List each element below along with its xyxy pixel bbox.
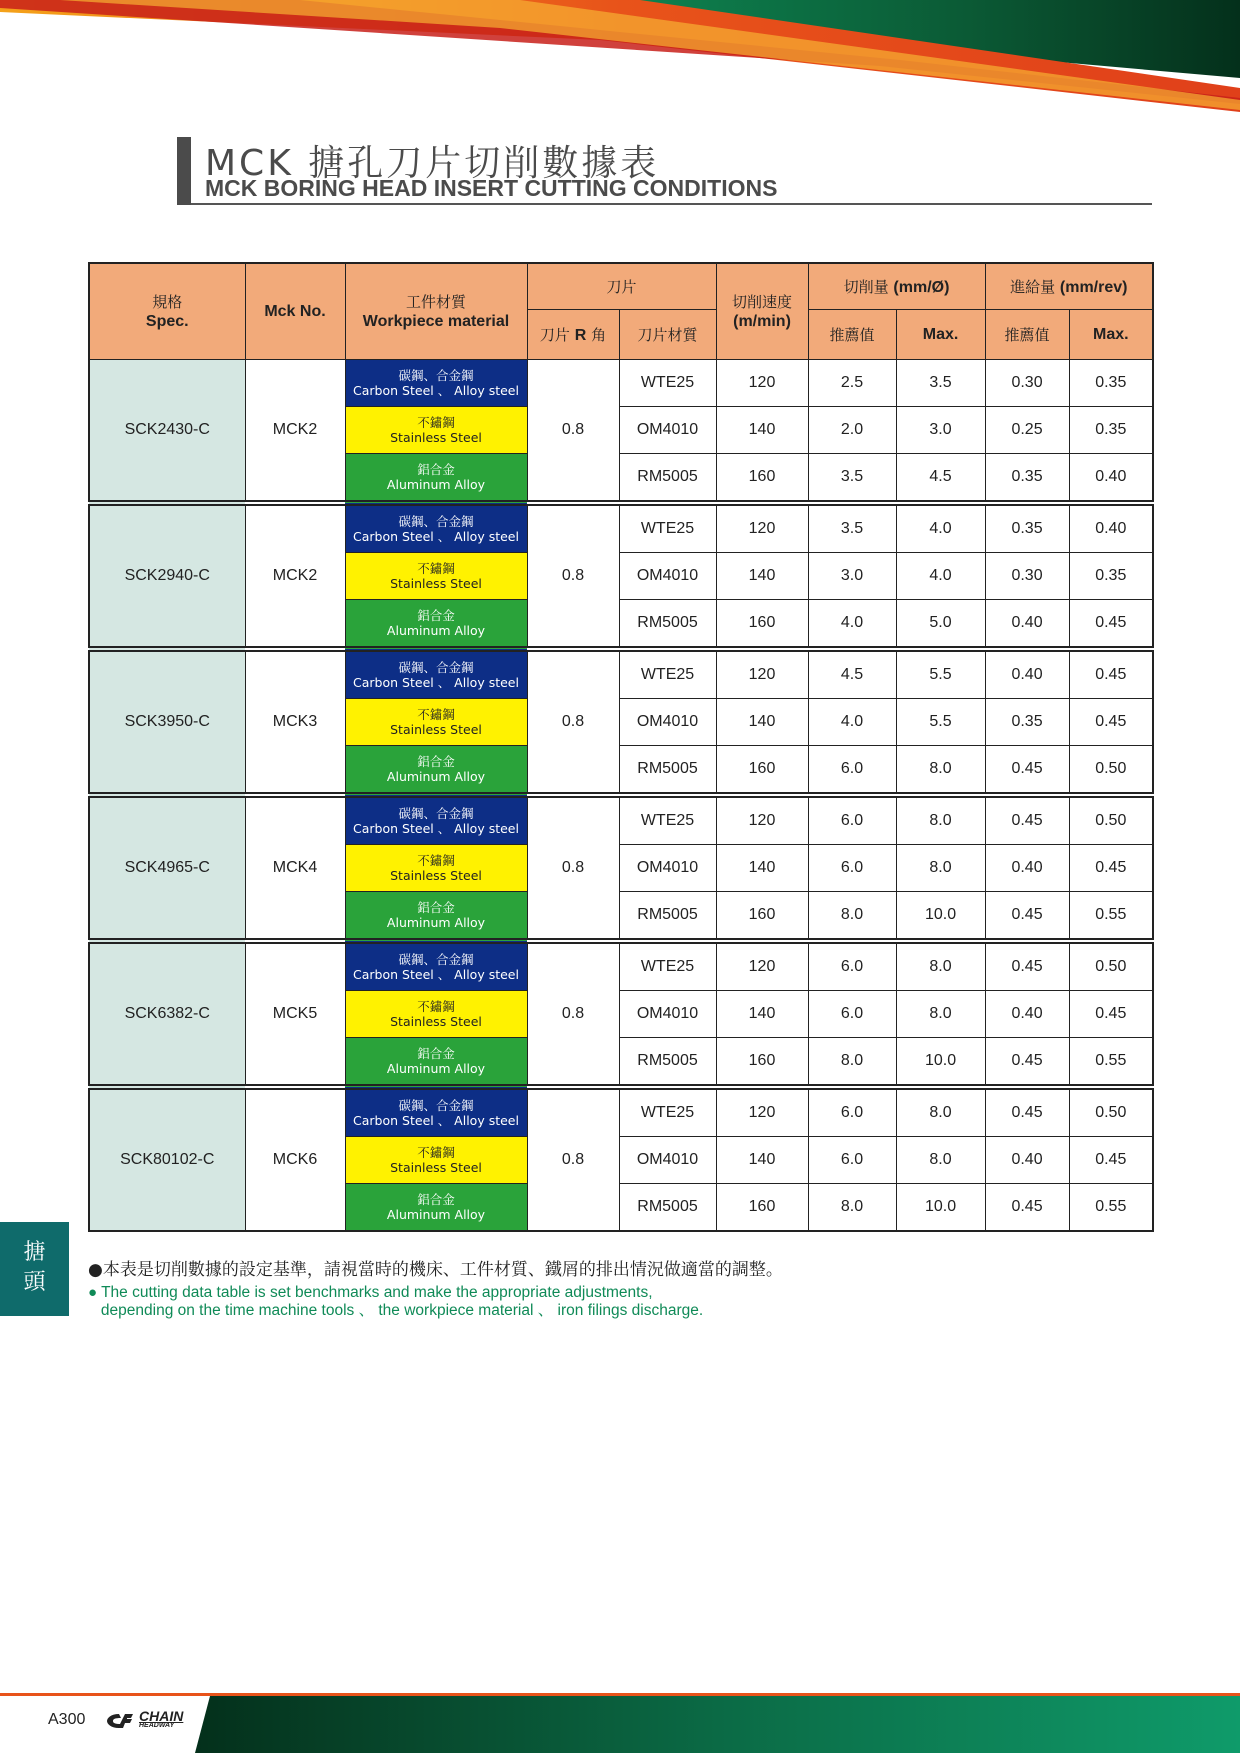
- feed-recommended-cell: 0.45: [985, 891, 1069, 941]
- header-feed: [985, 263, 1153, 309]
- header-feed-zh: 進給量: [1010, 277, 1056, 296]
- cutting-speed-cell: 160: [716, 1037, 808, 1087]
- table-header: [89, 263, 1153, 359]
- header-insert-grade-label: 刀片材質: [637, 325, 698, 344]
- material-cell: [345, 1183, 527, 1231]
- header-insert-zh: 刀片: [606, 277, 637, 296]
- feed-max-cell: 0.55: [1069, 891, 1153, 941]
- feed-max-cell: 0.45: [1069, 599, 1153, 649]
- feed-max-cell: 0.50: [1069, 1087, 1153, 1137]
- logo-text: [139, 1708, 184, 1731]
- header-feed-max-label: Max.: [1092, 325, 1129, 343]
- feed-max-cell: 0.35: [1069, 359, 1153, 406]
- depth-max-cell: 4.5: [896, 453, 985, 503]
- insert-grade-cell: OM4010: [619, 844, 716, 891]
- header-mck-no: [245, 263, 345, 359]
- r-angle-cell: 0.8: [527, 1087, 619, 1231]
- side-section-tab[interactable]: [0, 1222, 69, 1316]
- spec-group: [89, 795, 1153, 941]
- page-number: A300: [48, 1711, 86, 1728]
- material-cell: [345, 795, 527, 845]
- depth-recommended-cell: 2.5: [808, 359, 896, 406]
- material-cell: [345, 891, 527, 941]
- cutting-speed-cell: 120: [716, 1087, 808, 1137]
- material-zh: 鋁合金: [417, 899, 455, 915]
- table-row: [89, 503, 1153, 553]
- spec-cell: SCK4965-C: [89, 795, 245, 941]
- insert-grade-cell: OM4010: [619, 698, 716, 745]
- header-feed-recommended-label: 推薦值: [1004, 325, 1050, 344]
- material-en: Carbon Steel 、 Alloy steel: [353, 382, 519, 398]
- depth-max-cell: 8.0: [896, 990, 985, 1037]
- material-cell: [345, 453, 527, 503]
- table-row: [89, 1087, 1153, 1137]
- spec-group: [89, 359, 1153, 503]
- note-en-bullet: ●: [88, 1284, 98, 1301]
- header-depth: [808, 263, 985, 309]
- depth-recommended-cell: 3.0: [808, 552, 896, 599]
- material-en: Stainless Steel: [390, 1013, 482, 1029]
- depth-recommended-cell: 8.0: [808, 1183, 896, 1231]
- mck-no-cell: MCK3: [245, 649, 345, 795]
- material-cell: [345, 698, 527, 745]
- depth-max-cell: 8.0: [896, 844, 985, 891]
- depth-recommended-cell: 4.5: [808, 649, 896, 699]
- header-r-angle-post: 角: [591, 325, 607, 344]
- material-cell: [345, 359, 527, 406]
- logo-text-headway: HEADWAY: [139, 1722, 175, 1729]
- feed-max-cell: 0.55: [1069, 1183, 1153, 1231]
- cutting-speed-cell: 160: [716, 745, 808, 795]
- cutting-speed-cell: 160: [716, 599, 808, 649]
- cutting-speed-cell: 140: [716, 406, 808, 453]
- depth-max-cell: 8.0: [896, 1087, 985, 1137]
- feed-recommended-cell: 0.30: [985, 359, 1069, 406]
- feed-recommended-cell: 0.25: [985, 406, 1069, 453]
- feed-max-cell: 0.35: [1069, 552, 1153, 599]
- feed-recommended-cell: 0.30: [985, 552, 1069, 599]
- header-r-angle: [527, 309, 619, 359]
- depth-max-cell: 10.0: [896, 891, 985, 941]
- cutting-conditions-table-wrap: [88, 262, 1154, 1232]
- material-zh: 碳鋼、合金鋼: [398, 951, 474, 967]
- logo-text-chain: CHAIN: [139, 1708, 184, 1724]
- material-en: Aluminum Alloy: [386, 768, 486, 784]
- feed-recommended-cell: 0.45: [985, 1037, 1069, 1087]
- feed-recommended-cell: 0.45: [985, 795, 1069, 845]
- material-zh: 不鏽鋼: [417, 998, 455, 1014]
- header-feed-max: [1069, 309, 1153, 359]
- material-en: Aluminum Alloy: [386, 476, 486, 492]
- feed-recommended-cell: 0.35: [985, 453, 1069, 503]
- header-material-zh: 工件材質: [405, 293, 466, 312]
- feed-recommended-cell: 0.40: [985, 844, 1069, 891]
- feed-recommended-cell: 0.40: [985, 990, 1069, 1037]
- material-cell: [345, 1136, 527, 1183]
- cutting-speed-cell: 160: [716, 1183, 808, 1231]
- insert-grade-cell: OM4010: [619, 552, 716, 599]
- table-row: [89, 795, 1153, 845]
- side-tab-char1: 搪: [23, 1240, 46, 1265]
- insert-grade-cell: WTE25: [619, 649, 716, 699]
- depth-recommended-cell: 8.0: [808, 891, 896, 941]
- footer-banner: [0, 1693, 1240, 1753]
- material-cell: [345, 941, 527, 991]
- material-zh: 不鏽鋼: [417, 706, 455, 722]
- header-depth-recommended: [808, 309, 896, 359]
- cutting-speed-cell: 120: [716, 941, 808, 991]
- side-tab-char2: 頭: [23, 1270, 46, 1295]
- spec-cell: SCK2940-C: [89, 503, 245, 649]
- material-zh: 碳鋼、合金鋼: [398, 1097, 474, 1113]
- header-depth-zh: 切削量: [843, 277, 889, 296]
- feed-max-cell: 0.45: [1069, 1136, 1153, 1183]
- depth-max-cell: 3.0: [896, 406, 985, 453]
- title-underline: [191, 203, 1152, 205]
- material-zh: 鋁合金: [417, 1191, 455, 1207]
- header-depth-unit: (mm/Ø): [893, 278, 950, 296]
- insert-grade-cell: RM5005: [619, 599, 716, 649]
- material-en: Stainless Steel: [390, 575, 482, 591]
- header-spec-en: Spec.: [145, 313, 189, 331]
- feed-max-cell: 0.50: [1069, 745, 1153, 795]
- cutting-conditions-table: [88, 262, 1154, 1232]
- feed-max-cell: 0.35: [1069, 406, 1153, 453]
- depth-max-cell: 10.0: [896, 1183, 985, 1231]
- material-cell: [345, 649, 527, 699]
- page-title-zh: MCK 搪孔刀片切削數據表: [205, 143, 660, 184]
- depth-recommended-cell: 6.0: [808, 745, 896, 795]
- material-cell: [345, 1087, 527, 1137]
- header-speed-unit: (m/min): [733, 313, 791, 331]
- spec-cell: SCK3950-C: [89, 649, 245, 795]
- feed-max-cell: 0.55: [1069, 1037, 1153, 1087]
- material-zh: 碳鋼、合金鋼: [398, 367, 474, 383]
- depth-recommended-cell: 4.0: [808, 599, 896, 649]
- material-zh: 不鏽鋼: [417, 414, 455, 430]
- mck-no-cell: MCK6: [245, 1087, 345, 1231]
- depth-max-cell: 5.5: [896, 698, 985, 745]
- feed-recommended-cell: 0.35: [985, 698, 1069, 745]
- feed-max-cell: 0.40: [1069, 503, 1153, 553]
- depth-max-cell: 10.0: [896, 1037, 985, 1087]
- depth-recommended-cell: 3.5: [808, 503, 896, 553]
- table-row: [89, 359, 1153, 406]
- cutting-speed-cell: 140: [716, 990, 808, 1037]
- depth-recommended-cell: 3.5: [808, 453, 896, 503]
- depth-max-cell: 5.0: [896, 599, 985, 649]
- material-zh: 鋁合金: [417, 461, 455, 477]
- cutting-speed-cell: 120: [716, 649, 808, 699]
- page-title-en: MCK BORING HEAD INSERT CUTTING CONDITIONS: [205, 175, 778, 201]
- cutting-speed-cell: 140: [716, 698, 808, 745]
- feed-recommended-cell: 0.40: [985, 649, 1069, 699]
- material-en: Carbon Steel 、 Alloy steel: [353, 1112, 519, 1128]
- feed-recommended-cell: 0.35: [985, 503, 1069, 553]
- depth-max-cell: 3.5: [896, 359, 985, 406]
- insert-grade-cell: WTE25: [619, 795, 716, 845]
- spec-cell: SCK6382-C: [89, 941, 245, 1087]
- insert-grade-cell: RM5005: [619, 1037, 716, 1087]
- material-zh: 鋁合金: [417, 1045, 455, 1061]
- top-decorative-banner: [0, 0, 1240, 120]
- note-en-line2: depending on the time machine tools 、 the workpiece material 、 iron filings discharge.: [100, 1302, 704, 1319]
- feed-max-cell: 0.50: [1069, 941, 1153, 991]
- header-material: [345, 263, 527, 359]
- feed-max-cell: 0.50: [1069, 795, 1153, 845]
- spec-group: [89, 1087, 1153, 1231]
- depth-recommended-cell: 2.0: [808, 406, 896, 453]
- mck-no-cell: MCK5: [245, 941, 345, 1087]
- material-zh: 不鏽鋼: [417, 560, 455, 576]
- r-angle-cell: 0.8: [527, 795, 619, 941]
- insert-grade-cell: WTE25: [619, 941, 716, 991]
- material-zh: 不鏽鋼: [417, 852, 455, 868]
- depth-recommended-cell: 6.0: [808, 844, 896, 891]
- material-en: Aluminum Alloy: [386, 622, 486, 638]
- feed-max-cell: 0.40: [1069, 453, 1153, 503]
- material-en: Aluminum Alloy: [386, 1206, 486, 1222]
- spec-cell: SCK80102-C: [89, 1087, 245, 1231]
- cutting-speed-cell: 140: [716, 844, 808, 891]
- insert-grade-cell: RM5005: [619, 891, 716, 941]
- header-feed-unit: (mm/rev): [1059, 278, 1128, 296]
- cutting-speed-cell: 120: [716, 503, 808, 553]
- feed-max-cell: 0.45: [1069, 844, 1153, 891]
- note-zh: ●本表是切削數據的設定基準，請視當時的機床、工件材質、鐵屑的排出情況做適當的調整。: [88, 1260, 783, 1280]
- header-r-angle-r: R: [574, 326, 587, 344]
- depth-max-cell: 5.5: [896, 649, 985, 699]
- material-en: Carbon Steel 、 Alloy steel: [353, 966, 519, 982]
- depth-max-cell: 4.0: [896, 552, 985, 599]
- feed-recommended-cell: 0.40: [985, 599, 1069, 649]
- title-accent-bar: [177, 137, 191, 205]
- depth-max-cell: 8.0: [896, 1136, 985, 1183]
- spec-cell: SCK2430-C: [89, 359, 245, 503]
- header-depth-max: [896, 309, 985, 359]
- mck-no-cell: MCK4: [245, 795, 345, 941]
- depth-recommended-cell: 6.0: [808, 1136, 896, 1183]
- header-depth-max-label: Max.: [922, 325, 959, 343]
- material-cell: [345, 844, 527, 891]
- feed-recommended-cell: 0.45: [985, 745, 1069, 795]
- material-en: Carbon Steel 、 Alloy steel: [353, 674, 519, 690]
- header-feed-recommended: [985, 309, 1069, 359]
- material-cell: [345, 552, 527, 599]
- r-angle-cell: 0.8: [527, 649, 619, 795]
- insert-grade-cell: WTE25: [619, 359, 716, 406]
- insert-grade-cell: RM5005: [619, 453, 716, 503]
- table-row: [89, 649, 1153, 699]
- header-r-angle-pre: 刀片: [539, 325, 570, 344]
- depth-recommended-cell: 6.0: [808, 795, 896, 845]
- header-insert-grade: [619, 309, 716, 359]
- material-cell: [345, 406, 527, 453]
- material-en: Aluminum Alloy: [386, 1060, 486, 1076]
- insert-grade-cell: OM4010: [619, 406, 716, 453]
- cutting-speed-cell: 120: [716, 359, 808, 406]
- material-en: Stainless Steel: [390, 1159, 482, 1175]
- header-speed-zh: 切削速度: [732, 293, 793, 312]
- header-insert: [527, 263, 716, 309]
- cutting-speed-cell: 160: [716, 453, 808, 503]
- header-spec: [89, 263, 245, 359]
- feed-max-cell: 0.45: [1069, 698, 1153, 745]
- cutting-speed-cell: 140: [716, 552, 808, 599]
- note-en: [88, 1284, 703, 1320]
- material-zh: 碳鋼、合金鋼: [398, 513, 474, 529]
- depth-recommended-cell: 4.0: [808, 698, 896, 745]
- feed-recommended-cell: 0.45: [985, 941, 1069, 991]
- chain-headway-logo-icon: [105, 1711, 135, 1731]
- depth-max-cell: 8.0: [896, 745, 985, 795]
- feed-recommended-cell: 0.40: [985, 1136, 1069, 1183]
- material-zh: 碳鋼、合金鋼: [398, 659, 474, 675]
- depth-recommended-cell: 6.0: [808, 1087, 896, 1137]
- note-en-line1: The cutting data table is set benchmarks and make the appropriate adjustments,: [101, 1284, 653, 1301]
- header-spec-zh: 規格: [152, 293, 183, 312]
- mck-no-cell: MCK2: [245, 503, 345, 649]
- feed-max-cell: 0.45: [1069, 990, 1153, 1037]
- cutting-speed-cell: 120: [716, 795, 808, 845]
- depth-max-cell: 4.0: [896, 503, 985, 553]
- r-angle-cell: 0.8: [527, 359, 619, 503]
- material-cell: [345, 1037, 527, 1087]
- material-en: Aluminum Alloy: [386, 914, 486, 930]
- depth-recommended-cell: 6.0: [808, 941, 896, 991]
- cutting-speed-cell: 140: [716, 1136, 808, 1183]
- insert-grade-cell: RM5005: [619, 745, 716, 795]
- header-material-en: Workpiece material: [362, 313, 510, 331]
- material-cell: [345, 745, 527, 795]
- mck-no-cell: MCK2: [245, 359, 345, 503]
- depth-recommended-cell: 6.0: [808, 990, 896, 1037]
- material-zh: 碳鋼、合金鋼: [398, 805, 474, 821]
- depth-recommended-cell: 8.0: [808, 1037, 896, 1087]
- r-angle-cell: 0.8: [527, 941, 619, 1087]
- material-zh: 鋁合金: [417, 753, 455, 769]
- material-en: Stainless Steel: [390, 867, 482, 883]
- depth-max-cell: 8.0: [896, 941, 985, 991]
- header-speed: [716, 263, 808, 359]
- spec-group: [89, 649, 1153, 795]
- table-row: [89, 941, 1153, 991]
- feed-max-cell: 0.45: [1069, 649, 1153, 699]
- feed-recommended-cell: 0.45: [985, 1087, 1069, 1137]
- insert-grade-cell: RM5005: [619, 1183, 716, 1231]
- insert-grade-cell: WTE25: [619, 503, 716, 553]
- depth-max-cell: 8.0: [896, 795, 985, 845]
- material-zh: 鋁合金: [417, 607, 455, 623]
- spec-group: [89, 941, 1153, 1087]
- spec-group: [89, 503, 1153, 649]
- material-cell: [345, 990, 527, 1037]
- material-en: Stainless Steel: [390, 429, 482, 445]
- material-zh: 不鏽鋼: [417, 1144, 455, 1160]
- r-angle-cell: 0.8: [527, 503, 619, 649]
- material-en: Stainless Steel: [390, 721, 482, 737]
- insert-grade-cell: WTE25: [619, 1087, 716, 1137]
- material-en: Carbon Steel 、 Alloy steel: [353, 528, 519, 544]
- insert-grade-cell: OM4010: [619, 990, 716, 1037]
- cutting-speed-cell: 160: [716, 891, 808, 941]
- header-mck-no-label: Mck No.: [264, 302, 326, 320]
- material-en: Carbon Steel 、 Alloy steel: [353, 820, 519, 836]
- material-cell: [345, 503, 527, 553]
- insert-grade-cell: OM4010: [619, 1136, 716, 1183]
- feed-recommended-cell: 0.45: [985, 1183, 1069, 1231]
- header-depth-recommended-label: 推薦值: [829, 325, 875, 344]
- material-cell: [345, 599, 527, 649]
- company-logo: [105, 1708, 183, 1734]
